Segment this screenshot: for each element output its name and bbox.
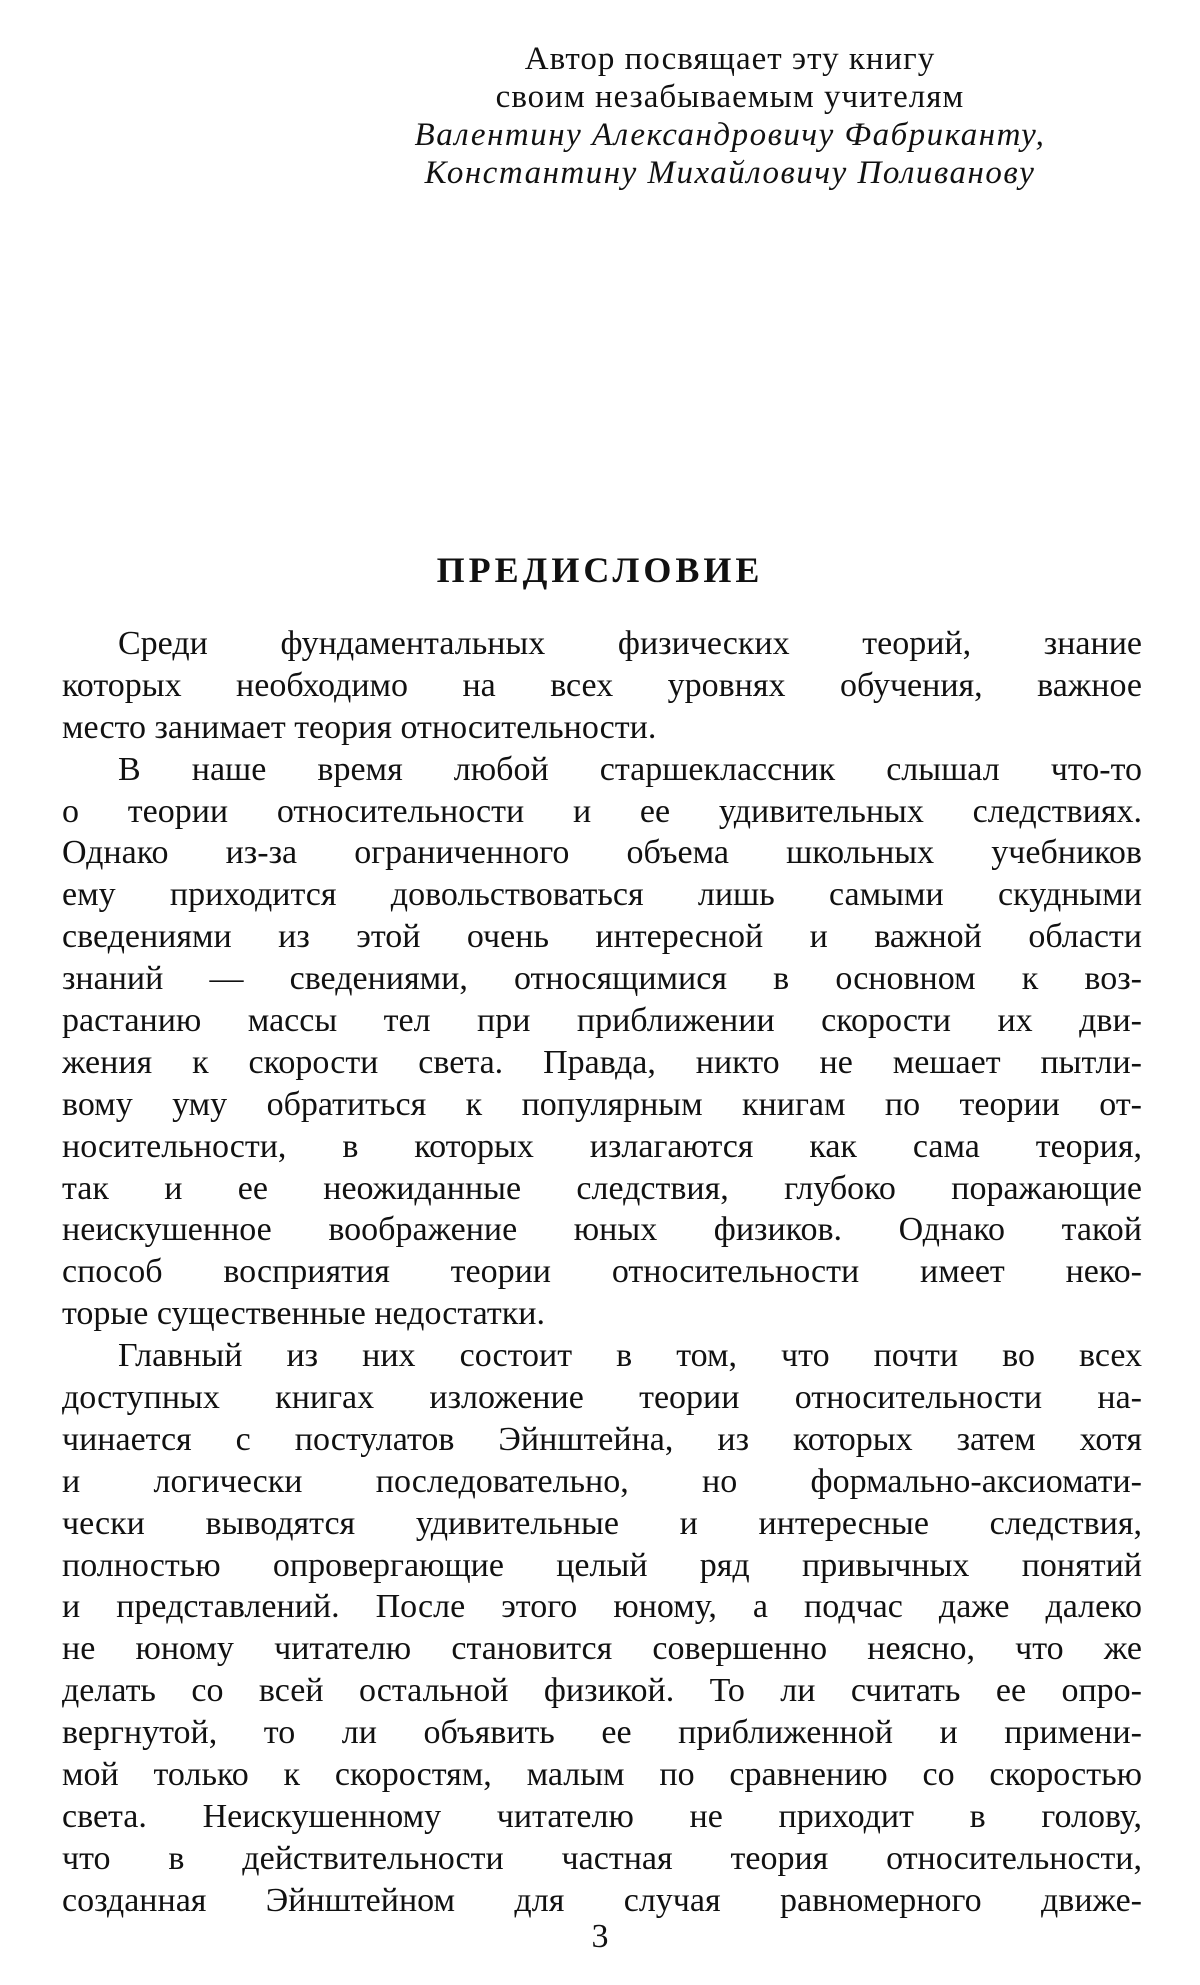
text-line: вому уму обратиться к популярным книгам по теории от- [62, 1085, 1142, 1123]
text-line: чинается с постулатов Эйнштейна, из которых затем хотя [62, 1420, 1142, 1458]
text-line: торые существенные недостатки. [62, 1295, 545, 1333]
paragraph [62, 1335, 1142, 1921]
text-line: растанию массы тел при приближении скорости их дви- [62, 1002, 1142, 1040]
text-line: Среди фундаментальных физических теорий, знание [118, 625, 1142, 662]
text-line: сведениями из этой очень интересной и важной области [62, 918, 1142, 956]
text-line: доступных книгах изложение теории относительности на- [62, 1379, 1142, 1417]
text-line: которых необходимо на всех уровнях обучения, важное [62, 666, 1142, 704]
text-line: света. Неискушенному читателю не приходит в голову, [62, 1797, 1142, 1835]
dedication-line: Автор посвящает эту книгу [524, 41, 936, 77]
text-line: способ восприятия теории относительности имеет неко- [62, 1253, 1142, 1291]
text-line: знаний — сведениями, относящимися в основном к воз- [62, 960, 1142, 998]
paragraph [62, 623, 1142, 749]
text-line: так и ее неожиданные следствия, глубоко поражающие [62, 1169, 1142, 1207]
body-text [62, 623, 1142, 1922]
text-line: Главный из них состоит в том, что почти во всех [118, 1337, 1142, 1375]
text-line: созданная Эйнштейном для случая равномерного движе- [62, 1881, 1142, 1919]
dedication-name: Валентину Александровичу Фабриканту, [414, 117, 1046, 153]
text-line: и представлений. После этого юному, а подчас даже далеко [62, 1588, 1142, 1626]
text-line: чески выводятся удивительные и интересные следствия, [62, 1504, 1142, 1542]
dedication-name: Константину Михайловичу Поливанову [424, 155, 1036, 191]
section-title: ПРЕДИСЛОВИЕ [436, 550, 764, 590]
text-line: полностью опровергающие целый ряд привычных понятий [62, 1546, 1142, 1584]
paragraph [62, 749, 1142, 1335]
text-line: не юному читателю становится совершенно неясно, что же [62, 1630, 1142, 1668]
page-number: 3 [591, 1918, 609, 1955]
text-line: что в действительности частная теория относительности, [62, 1839, 1142, 1877]
text-line: В наше время любой старшеклассник слышал что-то [118, 750, 1142, 788]
text-line: Однако из-за ограниченного объема школьных учебников [62, 834, 1142, 872]
text-line: носительности, в которых излагаются как сама теория, [62, 1127, 1142, 1165]
text-line: мой только к скоростям, малым по сравнению со скоростью [62, 1756, 1142, 1794]
text-line: и логически последовательно, но формально-аксиомати- [62, 1462, 1142, 1500]
text-line: вергнутой, то ли объявить ее приближенной и примени- [62, 1714, 1142, 1752]
text-line: о теории относительности и ее удивительных следствиях. [62, 792, 1142, 830]
text-line: жения к скорости света. Правда, никто не мешает пытли- [62, 1043, 1142, 1081]
dedication [300, 40, 1160, 192]
text-line: неискушенное воображение юных физиков. Однако такой [62, 1211, 1142, 1249]
text-line: ему приходится довольствоваться лишь самыми скудными [62, 876, 1142, 914]
text-line: делать со всей остальной физикой. То ли считать ее опро- [62, 1672, 1142, 1710]
dedication-line: своим незабываемым учителям [495, 79, 965, 115]
text-line: место занимает теория относительности. [62, 708, 657, 746]
